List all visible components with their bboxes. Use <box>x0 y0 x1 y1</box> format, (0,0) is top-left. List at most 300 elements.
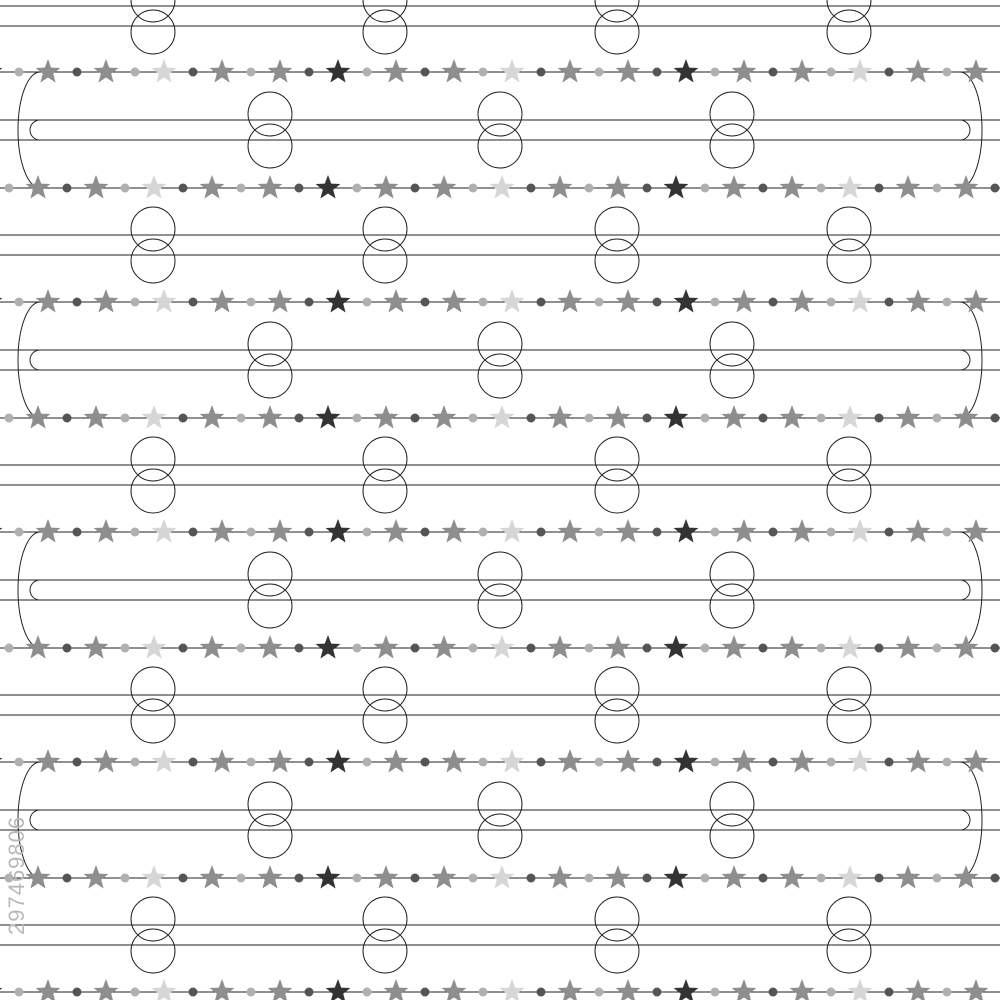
dot-icon <box>73 528 82 537</box>
dot-icon <box>537 528 546 537</box>
dot-icon <box>769 988 778 997</box>
ring-loop-icon <box>478 552 522 596</box>
star-icon <box>606 635 631 659</box>
dot-icon <box>131 758 140 767</box>
dot-icon <box>479 68 488 77</box>
ring-loop-icon <box>595 10 639 54</box>
star-icon <box>664 635 689 659</box>
dot-icon <box>363 988 372 997</box>
star-icon <box>210 59 235 83</box>
ring-loop-icon <box>595 699 639 743</box>
dot-icon <box>295 184 304 193</box>
dot-icon <box>759 874 768 883</box>
star-icon <box>258 405 283 429</box>
star-icon <box>906 59 931 83</box>
dot-icon <box>305 68 314 77</box>
star-icon <box>848 979 873 1000</box>
star-icon <box>674 749 699 773</box>
rounded-loop-icon <box>960 302 982 418</box>
star-icon <box>558 289 583 313</box>
star-icon <box>722 635 747 659</box>
star-icon <box>548 865 573 889</box>
dot-icon <box>933 414 942 423</box>
rounded-loop-icon <box>960 120 970 140</box>
star-icon <box>152 749 177 773</box>
star-icon <box>780 405 805 429</box>
rounded-loop-icon <box>960 810 970 830</box>
rounded-loop-icon <box>960 72 982 188</box>
dot-icon <box>15 298 24 307</box>
star-icon <box>790 749 815 773</box>
dot-icon <box>237 874 246 883</box>
star-icon <box>258 865 283 889</box>
ring-loop-icon <box>248 782 292 826</box>
dot-icon <box>121 414 130 423</box>
dot-icon <box>63 644 72 653</box>
dot-icon <box>759 644 768 653</box>
star-icon <box>142 175 167 199</box>
star-icon <box>84 405 109 429</box>
dot-icon <box>701 644 710 653</box>
ring-loop-icon <box>363 897 407 941</box>
dot-icon <box>943 298 952 307</box>
dot-icon <box>479 758 488 767</box>
dot-icon <box>189 758 198 767</box>
ring-loop-icon <box>478 584 522 628</box>
star-icon <box>200 865 225 889</box>
star-icon <box>36 289 61 313</box>
ring-loop-icon <box>131 239 175 283</box>
star-icon <box>442 979 467 1000</box>
dot-icon <box>247 988 256 997</box>
star-icon <box>674 519 699 543</box>
dot-icon <box>585 644 594 653</box>
star-icon <box>26 405 51 429</box>
ring-loop-icon <box>478 814 522 858</box>
dot-icon <box>711 988 720 997</box>
star-icon <box>616 979 641 1000</box>
dot-icon <box>73 988 82 997</box>
rounded-loop-icon <box>30 120 40 140</box>
rounded-loop-icon <box>18 72 40 188</box>
star-icon <box>606 405 631 429</box>
star-icon <box>374 865 399 889</box>
star-icon <box>384 749 409 773</box>
dot-icon <box>421 528 430 537</box>
ring-loop-icon <box>363 437 407 481</box>
star-icon <box>790 519 815 543</box>
dot-icon <box>653 298 662 307</box>
ring-loop-icon <box>827 469 871 513</box>
star-icon <box>722 865 747 889</box>
dot-icon <box>711 68 720 77</box>
dot-icon <box>131 298 140 307</box>
stock-id-watermark: 297469806 <box>4 815 29 935</box>
star-icon <box>84 175 109 199</box>
star-icon <box>896 865 921 889</box>
dot-icon <box>295 644 304 653</box>
dot-icon <box>991 874 1000 883</box>
star-icon <box>442 519 467 543</box>
dot-icon <box>131 988 140 997</box>
star-icon <box>36 749 61 773</box>
dot-icon <box>305 758 314 767</box>
dot-icon <box>711 528 720 537</box>
star-icon <box>838 405 863 429</box>
dot-icon <box>537 988 546 997</box>
dot-icon <box>189 988 198 997</box>
dot-icon <box>827 528 836 537</box>
star-icon <box>316 865 341 889</box>
dot-icon <box>5 184 14 193</box>
star-icon <box>200 405 225 429</box>
ring-loop-icon <box>478 124 522 168</box>
star-icon <box>316 405 341 429</box>
dot-icon <box>595 68 604 77</box>
dot-icon <box>15 68 24 77</box>
star-icon <box>964 59 989 83</box>
dot-icon <box>643 644 652 653</box>
dot-icon <box>421 68 430 77</box>
star-icon <box>954 865 979 889</box>
star-icon <box>906 519 931 543</box>
dot-icon <box>121 874 130 883</box>
dot-icon <box>885 298 894 307</box>
dot-icon <box>991 644 1000 653</box>
star-icon <box>838 865 863 889</box>
ring-loop-icon <box>131 207 175 251</box>
dot-icon <box>643 874 652 883</box>
ring-loop-icon <box>827 207 871 251</box>
star-icon <box>268 979 293 1000</box>
star-icon <box>316 635 341 659</box>
star-icon <box>664 175 689 199</box>
dot-icon <box>305 528 314 537</box>
ring-loop-icon <box>363 469 407 513</box>
star-icon <box>838 635 863 659</box>
ring-loop-icon <box>595 207 639 251</box>
dot-icon <box>769 758 778 767</box>
star-icon <box>26 175 51 199</box>
rounded-loop-icon <box>30 810 40 830</box>
ring-loop-icon <box>248 322 292 366</box>
dot-icon <box>827 988 836 997</box>
dot-icon <box>353 874 362 883</box>
star-icon <box>210 749 235 773</box>
dot-icon <box>189 298 198 307</box>
rounded-loop-icon <box>18 302 40 418</box>
dot-icon <box>885 528 894 537</box>
dot-icon <box>817 874 826 883</box>
star-icon <box>606 865 631 889</box>
dot-icon <box>305 298 314 307</box>
dot-icon <box>411 874 420 883</box>
dot-icon <box>943 758 952 767</box>
dot-icon <box>73 68 82 77</box>
ring-loop-icon <box>131 437 175 481</box>
star-icon <box>0 749 2 773</box>
rounded-loop-icon <box>960 532 982 648</box>
dot-icon <box>479 528 488 537</box>
rounded-loop-icon <box>960 580 970 600</box>
dot-icon <box>817 414 826 423</box>
star-icon <box>152 59 177 83</box>
star-icon <box>268 59 293 83</box>
ring-loop-icon <box>595 239 639 283</box>
dot-icon <box>179 414 188 423</box>
star-icon <box>142 405 167 429</box>
star-icon <box>954 635 979 659</box>
star-icon <box>732 979 757 1000</box>
dot-icon <box>643 184 652 193</box>
star-icon <box>732 59 757 83</box>
star-icon <box>848 289 873 313</box>
ring-loop-icon <box>827 897 871 941</box>
star-icon <box>558 59 583 83</box>
star-icon <box>616 289 641 313</box>
dot-icon <box>73 298 82 307</box>
dot-icon <box>701 184 710 193</box>
dot-icon <box>247 528 256 537</box>
dot-icon <box>131 528 140 537</box>
star-icon <box>674 59 699 83</box>
dot-icon <box>247 298 256 307</box>
star-icon <box>906 979 931 1000</box>
star-icon <box>780 865 805 889</box>
ring-loop-icon <box>478 354 522 398</box>
star-icon <box>258 635 283 659</box>
star-icon <box>906 749 931 773</box>
ring-loop-icon <box>710 124 754 168</box>
ring-loop-icon <box>827 10 871 54</box>
dot-icon <box>933 644 942 653</box>
star-icon <box>36 979 61 1000</box>
star-icon <box>384 289 409 313</box>
star-icon <box>384 519 409 543</box>
star-icon <box>210 519 235 543</box>
star-icon <box>432 865 457 889</box>
dot-icon <box>421 988 430 997</box>
star-icon <box>490 635 515 659</box>
star-icon <box>964 979 989 1000</box>
dot-icon <box>769 298 778 307</box>
ring-loop-icon <box>595 667 639 711</box>
dot-icon <box>991 414 1000 423</box>
ring-loop-icon <box>131 699 175 743</box>
ring-loop-icon <box>478 322 522 366</box>
star-icon <box>326 979 351 1000</box>
dot-icon <box>759 184 768 193</box>
dot-icon <box>189 68 198 77</box>
ring-loop-icon <box>363 0 407 22</box>
ring-loop-icon <box>595 469 639 513</box>
star-icon <box>210 979 235 1000</box>
ring-loop-icon <box>595 0 639 22</box>
dot-icon <box>121 644 130 653</box>
dot-icon <box>63 874 72 883</box>
ring-loop-icon <box>827 0 871 22</box>
dot-icon <box>15 528 24 537</box>
dot-icon <box>537 298 546 307</box>
star-icon <box>780 175 805 199</box>
dot-icon <box>363 298 372 307</box>
dot-icon <box>643 414 652 423</box>
star-icon <box>84 635 109 659</box>
dot-icon <box>827 298 836 307</box>
dot-icon <box>885 68 894 77</box>
star-icon <box>954 405 979 429</box>
star-icon <box>326 749 351 773</box>
dot-icon <box>411 414 420 423</box>
star-icon <box>558 979 583 1000</box>
ring-loop-icon <box>363 239 407 283</box>
dot-icon <box>595 528 604 537</box>
star-icon <box>326 289 351 313</box>
ring-loop-icon <box>248 584 292 628</box>
dot-icon <box>131 68 140 77</box>
star-icon <box>500 59 525 83</box>
dot-icon <box>653 988 662 997</box>
dot-icon <box>469 414 478 423</box>
dot-icon <box>817 184 826 193</box>
dot-icon <box>595 988 604 997</box>
star-icon <box>964 519 989 543</box>
dot-icon <box>875 414 884 423</box>
dot-icon <box>885 758 894 767</box>
star-icon <box>268 289 293 313</box>
star-icon <box>848 59 873 83</box>
star-icon <box>152 289 177 313</box>
rounded-loop-icon <box>30 580 40 600</box>
dot-icon <box>875 184 884 193</box>
star-icon <box>432 405 457 429</box>
star-icon <box>790 59 815 83</box>
dot-icon <box>595 758 604 767</box>
dot-icon <box>179 184 188 193</box>
dot-icon <box>73 758 82 767</box>
star-icon <box>94 979 119 1000</box>
dot-icon <box>759 414 768 423</box>
ring-loop-icon <box>478 782 522 826</box>
dot-icon <box>305 988 314 997</box>
dot-icon <box>653 758 662 767</box>
ring-loop-icon <box>710 552 754 596</box>
star-icon <box>954 175 979 199</box>
rounded-loop-icon <box>960 350 970 370</box>
star-icon <box>500 979 525 1000</box>
star-icon <box>94 519 119 543</box>
dot-icon <box>421 298 430 307</box>
ring-loop-icon <box>363 667 407 711</box>
dot-icon <box>875 644 884 653</box>
dot-icon <box>943 988 952 997</box>
ring-loop-icon <box>131 897 175 941</box>
ring-loop-icon <box>248 354 292 398</box>
star-icon <box>906 289 931 313</box>
dot-icon <box>595 298 604 307</box>
ring-loop-icon <box>595 897 639 941</box>
star-icon <box>26 635 51 659</box>
ring-loop-icon <box>595 929 639 973</box>
ring-loop-icon <box>248 124 292 168</box>
star-icon <box>722 175 747 199</box>
ring-loop-icon <box>710 92 754 136</box>
star-icon <box>732 289 757 313</box>
ring-loop-icon <box>131 667 175 711</box>
dot-icon <box>179 644 188 653</box>
star-icon <box>548 635 573 659</box>
dot-icon <box>527 644 536 653</box>
dot-icon <box>943 528 952 537</box>
star-icon <box>722 405 747 429</box>
star-icon <box>790 979 815 1000</box>
dot-icon <box>711 298 720 307</box>
dot-icon <box>353 184 362 193</box>
star-icon <box>152 519 177 543</box>
ring-loop-icon <box>363 10 407 54</box>
rounded-loop-icon <box>30 350 40 370</box>
ring-loop-icon <box>827 699 871 743</box>
dot-icon <box>353 414 362 423</box>
star-icon <box>964 749 989 773</box>
star-icon <box>442 59 467 83</box>
star-icon <box>84 865 109 889</box>
star-icon <box>500 519 525 543</box>
star-icon <box>558 519 583 543</box>
dot-icon <box>363 528 372 537</box>
dot-icon <box>585 874 594 883</box>
star-icon <box>94 289 119 313</box>
star-icon <box>664 405 689 429</box>
star-icon <box>616 59 641 83</box>
star-icon <box>616 749 641 773</box>
star-icon <box>490 865 515 889</box>
star-icon <box>848 519 873 543</box>
dot-icon <box>769 68 778 77</box>
star-icon <box>268 749 293 773</box>
ring-loop-icon <box>131 469 175 513</box>
ring-loop-icon <box>827 437 871 481</box>
dot-icon <box>933 874 942 883</box>
dot-icon <box>479 298 488 307</box>
ring-loop-icon <box>827 929 871 973</box>
dot-icon <box>711 758 720 767</box>
star-icon <box>500 749 525 773</box>
star-icon <box>94 59 119 83</box>
dot-icon <box>653 68 662 77</box>
dot-icon <box>469 644 478 653</box>
star-icon <box>732 749 757 773</box>
dot-icon <box>5 414 14 423</box>
dot-icon <box>295 874 304 883</box>
star-icon <box>490 175 515 199</box>
ring-loop-icon <box>827 239 871 283</box>
ring-loop-icon <box>248 92 292 136</box>
dot-icon <box>701 874 710 883</box>
ring-loop-icon <box>363 207 407 251</box>
dot-icon <box>537 758 546 767</box>
star-icon <box>0 519 2 543</box>
dot-icon <box>933 184 942 193</box>
dot-icon <box>15 758 24 767</box>
dot-icon <box>527 874 536 883</box>
dot-icon <box>585 414 594 423</box>
dot-icon <box>247 68 256 77</box>
star-icon <box>616 519 641 543</box>
star-icon <box>664 865 689 889</box>
dot-icon <box>295 414 304 423</box>
dot-icon <box>15 988 24 997</box>
